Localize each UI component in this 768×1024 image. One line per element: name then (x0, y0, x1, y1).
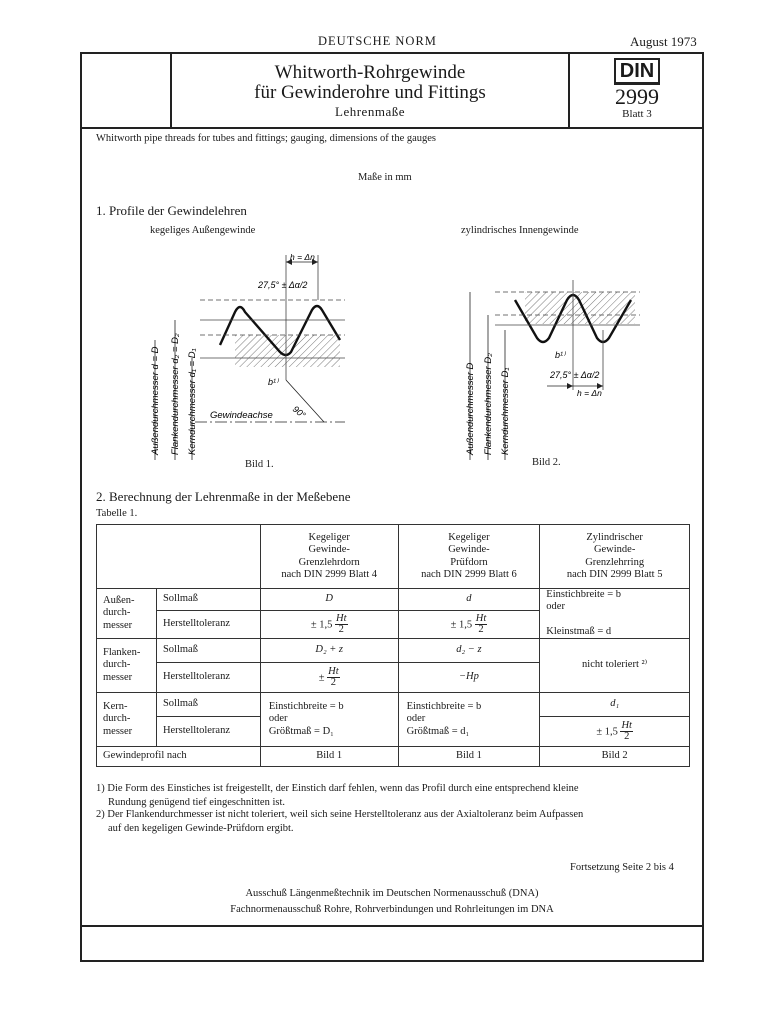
cell-core-col1: Einstichbreite = b oder Größtmaß = D₁ (260, 693, 398, 747)
din-logo (570, 58, 704, 85)
footnote-1-mark: 1) (96, 783, 105, 794)
gauge-dimensions-table (96, 524, 690, 767)
continuation-note: Fortsetzung Seite 2 bis 4 (570, 862, 674, 873)
blatt-label: Blatt 3 (622, 108, 652, 120)
table-header-row (97, 525, 690, 589)
cell-flank-col3: nicht toleriert ²⁾ (540, 639, 690, 693)
title-line-1: Whitworth-Rohrgewinde (274, 62, 466, 83)
footnote-2-line-1: Der Flankendurchmesser ist nicht toleriert, weil sich seine Herstelltoleranz aus der Axialtoleranz beim Aufpassen (107, 809, 584, 820)
fig1-core-diameter: Kerndurchmesser d₁ = D₁ (187, 348, 198, 455)
title-line-2: für Gewinderohre und Fittings (254, 82, 486, 103)
fig1-flank-diameter: Flankendurchmesser d₂ = D₂ (170, 333, 181, 455)
table-corner-cell (97, 525, 261, 589)
english-subtitle: Whitworth pipe threads for tubes and fittings; gauging, dimensions of the gauges (96, 133, 437, 144)
fig2-b-label: b¹⁾ (555, 350, 566, 360)
col-header-3: Zylindrischer Gewinde- Grenzlehrring nach DIN 2999 Blatt 5 (540, 525, 690, 589)
fig2-angle-label: 27,5° ± Δα/2 (550, 370, 600, 380)
units-note: Maße in mm (358, 172, 412, 183)
figure-2-internal-thread (455, 270, 675, 460)
row-label-soll: Sollmaß (156, 693, 260, 717)
col-header-2: Kegeliger Gewinde- Prüfdorn nach DIN 2999 Blatt 6 (398, 525, 540, 589)
profile-ref-3: Bild 2 (540, 747, 690, 767)
fig1-hatch-area (235, 335, 340, 367)
row-label-toleranz: Herstelltoleranz (156, 663, 260, 693)
footnote-2-line-2: auf den kegeligen Gewinde-Prüfdorn ergibt. (108, 822, 294, 834)
cell-core-soll-3: d₁ (540, 693, 690, 717)
group-label-core: Kern- durch- messer (97, 693, 157, 747)
table-row (97, 589, 690, 611)
cell-flank-tol-2: −Hp (398, 663, 540, 693)
fig2-flank-diameter: Flankendurchmesser D₂ (483, 353, 494, 455)
fig2-core-diameter: Kerndurchmesser D₁ (500, 367, 511, 455)
header-bottom-rule (80, 127, 704, 129)
publication-date: August 1973 (630, 34, 697, 49)
committee-line-1: Ausschuß Längenmeßtechnik im Deutschen Normenausschuß (DNA) (245, 888, 539, 899)
cell-outer-tol-2: ± 1,5 $\frac{Ht}{2}$ (398, 611, 540, 639)
committee-line-2: Fachnormenausschuß Rohre, Rohrverbindungen und Rohrleitungen im DNA (230, 904, 554, 915)
figure-1-external-thread (140, 240, 360, 460)
fig1-angle-label: 27,5° ± Δα/2 (258, 280, 308, 290)
section-1-heading: 1. Profile der Gewindelehren (96, 203, 247, 218)
profile-ref-2: Bild 1 (398, 747, 540, 767)
table-row (97, 693, 690, 717)
cell-core-tol-3: ± 1,5 $\frac{Ht}{2}$ (540, 717, 690, 747)
fig2-caption: Bild 2. (532, 457, 561, 468)
section-2-heading: 2. Berechnung der Lehrenmaße in der Meßebene (96, 489, 351, 504)
table-row (97, 747, 690, 767)
footnote-2 (96, 808, 696, 835)
cell-outer-col3: Einstichbreite = b oder Kleinstmaß = d (540, 589, 690, 639)
fig2-outer-diameter: Außendurchmesser D (465, 362, 476, 455)
fig1-caption: Bild 1. (245, 459, 274, 470)
fig1-right-angle: 90° (290, 403, 308, 421)
table-label: Tabelle 1. (96, 508, 138, 519)
title-line-3: Lehrenmaße (335, 104, 405, 119)
cell-core-col2: Einstichbreite = b oder Größtmaß = d₁ (398, 693, 540, 747)
norm-label: DEUTSCHE NORM (318, 34, 437, 48)
row-label-toleranz: Herstelltoleranz (156, 717, 260, 747)
fig1-b-label: b¹⁾ (268, 377, 279, 387)
din-logo-text: DIN (614, 58, 660, 85)
fig2-h-label: h = Δn (577, 388, 602, 398)
cell-outer-soll-1: D (260, 589, 398, 611)
cell-flank-soll-1: D₂ + z (260, 639, 398, 663)
row-label-toleranz: Herstelltoleranz (156, 611, 260, 639)
profile-ref-1: Bild 1 (260, 747, 398, 767)
cell-flank-tol-1: ± $\frac{Ht}{2}$ (260, 663, 398, 693)
group-label-flank: Flanken- durch- messer (97, 639, 157, 693)
cell-flank-soll-2: d₂ − z (398, 639, 540, 663)
cell-outer-tol-1: ± 1,5 $\frac{Ht}{2}$ (260, 611, 398, 639)
table-row (97, 639, 690, 663)
footnote-2-mark: 2) (96, 809, 105, 820)
cell-outer-soll-2: d (398, 589, 540, 611)
profile-row-label: Gewindeprofil nach (97, 747, 261, 767)
fig1-outer-diameter: Außendurchmesser d = D (150, 346, 161, 455)
fig1-caption-top: kegeliges Außengewinde (150, 225, 256, 236)
footnote-1-line-1: Die Form des Einstiches ist freigestellt, der Einstich darf fehlen, wenn das Profil durch eine entsprechend kleine (107, 783, 579, 794)
fig2-caption-top: zylindrisches Innengewinde (461, 225, 579, 236)
footer-rule (80, 925, 704, 927)
fig1-axis-label: Gewindeachse (210, 410, 273, 421)
footnote-1 (96, 782, 696, 809)
din-number: 2999 (615, 84, 659, 109)
col-header-1: Kegeliger Gewinde- Grenzlehrdorn nach DIN 2999 Blatt 4 (260, 525, 398, 589)
footnote-1-line-2: Rundung genügend tief eingeschnitten ist. (108, 796, 286, 808)
row-label-soll: Sollmaß (156, 639, 260, 663)
fig1-h-label: h = Δn (290, 252, 315, 262)
row-label-soll: Sollmaß (156, 589, 260, 611)
group-label-outer: Außen- durch- messer (97, 589, 157, 639)
